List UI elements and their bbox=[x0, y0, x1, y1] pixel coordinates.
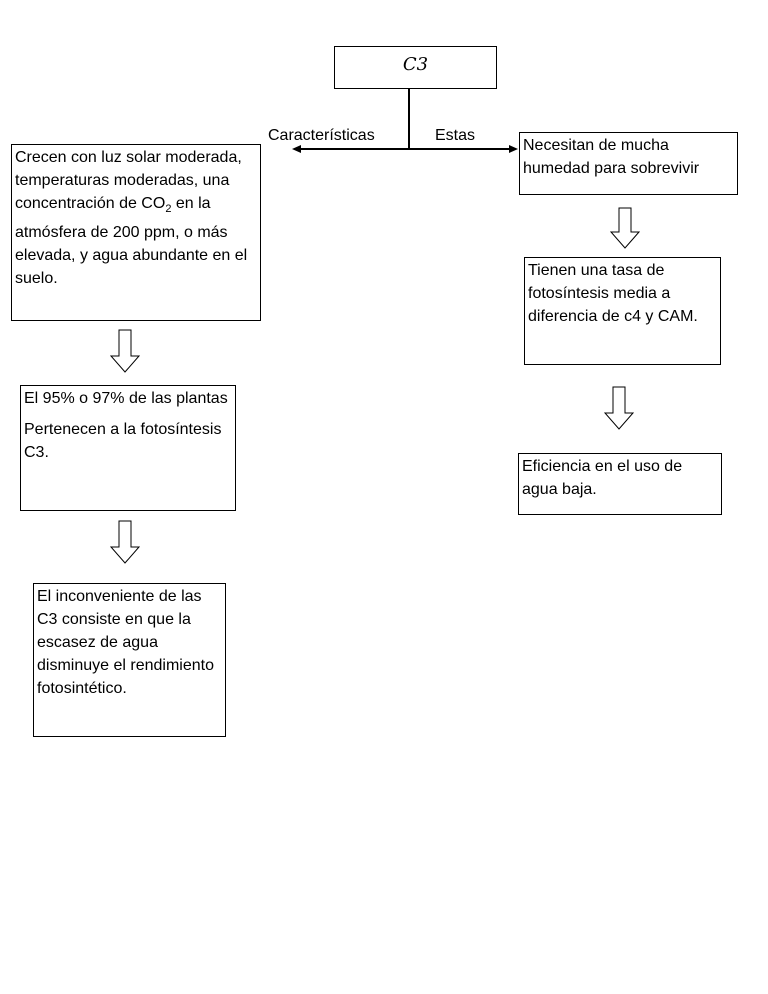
down-arrow-icon bbox=[111, 330, 139, 372]
right-box-efficiency bbox=[518, 453, 722, 515]
rate-text: Tienen una tasa de fotosíntesis media a diferencia de c4 y CAM. bbox=[528, 262, 698, 325]
left-arrowhead-icon bbox=[292, 145, 301, 153]
root-node-c3 bbox=[334, 46, 497, 89]
down-arrow-icon bbox=[611, 208, 639, 248]
root-node-label: C3 bbox=[402, 54, 429, 75]
conditions-text-start: Crecen con luz solar moderada, temperaturas moderadas, una concentración de CO bbox=[15, 149, 242, 212]
down-arrow-icon bbox=[605, 387, 633, 429]
estas-label: Estas bbox=[435, 127, 476, 144]
efficiency-text: Eficiencia en el uso de agua baja. bbox=[522, 458, 683, 498]
left-box-conditions bbox=[11, 144, 261, 321]
belong-text: Pertenecen a la fotosíntesis C3. bbox=[24, 421, 222, 461]
right-arrowhead-icon bbox=[509, 145, 518, 153]
caracteristicas-label: Características bbox=[268, 127, 375, 144]
humidity-text: Necesitan de mucha humedad para sobrevivir bbox=[523, 137, 700, 177]
drawback-text: El inconveniente de las C3 consiste en que la escasez de agua disminuye el rendimiento fotosintético. bbox=[37, 588, 214, 697]
right-box-rate bbox=[524, 257, 721, 365]
conditions-text-end: en la atmósfera de 200 ppm, o más elevada, y agua abundante en el suelo. bbox=[15, 195, 248, 288]
percentage-text: El 95% o 97% de las plantas bbox=[24, 390, 228, 407]
left-box-drawback bbox=[33, 583, 226, 737]
co2-subscript: 2 bbox=[165, 203, 172, 216]
right-box-humidity bbox=[519, 132, 738, 195]
left-box-percentage bbox=[20, 385, 236, 511]
down-arrow-icon bbox=[111, 521, 139, 563]
